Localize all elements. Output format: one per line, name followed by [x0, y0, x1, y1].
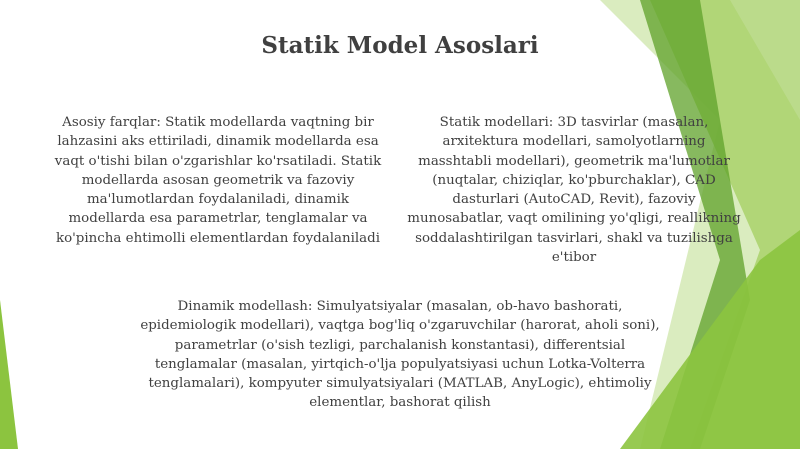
right-text-block: Statik modellari: 3D tasvirlar (masalan, arxitektura modellari, samolyotlarning masshtabli modellari), geometrik ma'lumotlar (nuqtalar, chiziqlar, ko'pburchaklar), CAD dasturlari (AutoCAD, Revit), fazoviy munosabatlar, vaqt omilining yo'qligi, reallikning soddalashtirilgan tasvirlari, shakl va tuzilishga e'tibor	[407, 115, 741, 266]
left-text-block: Asosiy farqlar: Statik modellarda vaqtning bir lahzasini aks ettiriladi, dinamik modellarda esa vaqt o'tishi bilan o'zgarishlar ko'rsatiladi. Statik modellarda asosan geometrik va fazoviy ma'lumotlardan foydalaniladi, dinamik modellarda esa parametrlar, tenglamalar va ko'pincha ehtimolli elementlardan foydalaniladi	[54, 115, 382, 246]
slide-title: Statik Model Asoslari	[261, 32, 539, 59]
bottom-text-block: Dinamik modellash: Simulyatsiyalar (masalan, ob-havo bashorati, epidemiologik modellari), vaqtga bog'liq o'zgaruvchilar (harorat, aholi soni), parametrlar (o'sish tezligi, parchalanish konstantasi), differentsial tenglamalar (masalan, yirtqich-o'lja populyatsiyasi uchun Lotka-Volterra tenglamalari), kompyuter simulyatsiyalari (MATLAB, AnyLogic), ehtimoliy elementlar, bashorat qilish	[140, 299, 660, 411]
left-green-stripe	[0, 300, 18, 449]
